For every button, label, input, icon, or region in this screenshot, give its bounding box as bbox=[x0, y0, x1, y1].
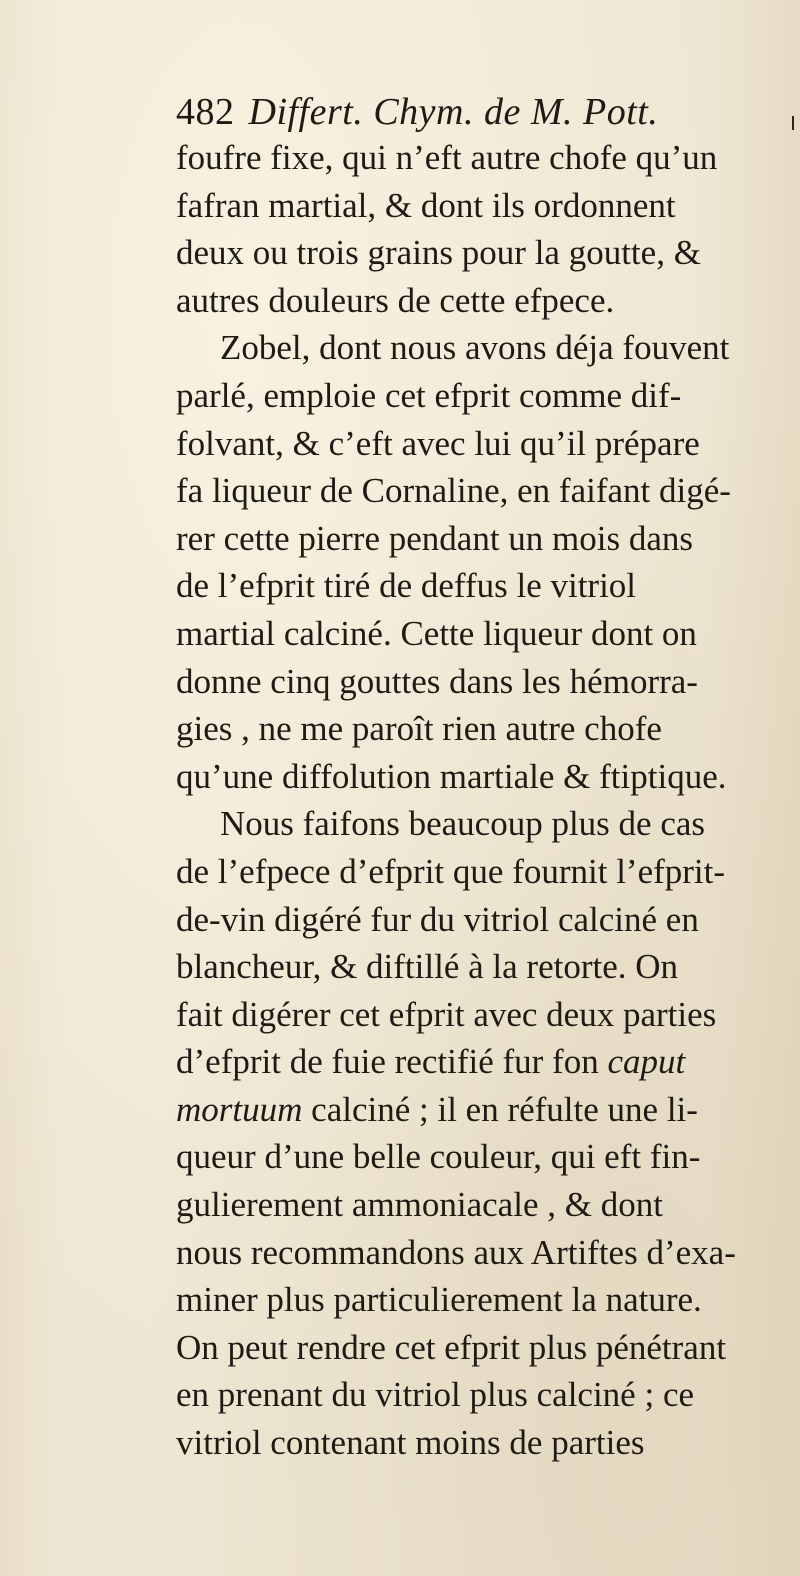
text-segment: d’efprit de fuie rectifié fur fon bbox=[176, 1042, 599, 1082]
text-line: On peut rendre cet efprit plus pénétrant bbox=[176, 1327, 727, 1367]
text-line: de-vin digéré fur du vitriol calciné en bbox=[176, 899, 699, 939]
margin-mark bbox=[792, 116, 794, 130]
text-line: miner plus particulierement la nature. bbox=[176, 1280, 702, 1320]
text-line: fa liqueur de Cornaline, en faifant digé- bbox=[176, 471, 731, 511]
text-line: fafran martial, & dont ils ordonnent bbox=[176, 185, 676, 225]
text-line: rer cette pierre pendant un mois dans bbox=[176, 518, 694, 558]
text-line: vitriol contenant moins de parties bbox=[176, 1423, 645, 1463]
text-line: martial calciné. Cette liqueur dont on bbox=[176, 613, 697, 653]
text-line: queur d’une belle couleur, qui eft fin- bbox=[176, 1137, 701, 1177]
italic-term: mortuum bbox=[176, 1089, 303, 1129]
text-line: gulierement ammoniacale , & dont bbox=[176, 1185, 663, 1225]
text-line: donne cinq gouttes dans les hémorra- bbox=[176, 661, 698, 701]
text-block bbox=[176, 90, 776, 1467]
running-head bbox=[176, 90, 776, 134]
text-line: de l’efpece d’efprit que fournit l’efprit- bbox=[176, 851, 726, 891]
text-line: folvant, & c’eft avec lui qu’il prépare bbox=[176, 423, 700, 463]
paragraph-first-line: Nous faifons beaucoup plus de cas bbox=[220, 804, 706, 844]
text-line: en prenant du vitriol plus calciné ; ce bbox=[176, 1375, 695, 1415]
text-line: deux ou trois grains pour la goutte, & bbox=[176, 233, 701, 273]
running-title: Differt. Chym. de M. Pott. bbox=[248, 91, 659, 133]
text-line: foufre fixe, qui n’eft autre chofe qu’un bbox=[176, 138, 718, 177]
text-line: fait digérer cet efprit avec deux parties bbox=[176, 994, 717, 1034]
text-line: autres douleurs de cette efpece. bbox=[176, 280, 615, 320]
text-line: blancheur, & diftillé à la retorte. On bbox=[176, 947, 679, 987]
text-line: qu’une diffolution martiale & ftiptique. bbox=[176, 756, 727, 796]
text-line: de l’efprit tiré de deffus le vitriol bbox=[176, 566, 637, 606]
text-line: parlé, emploie cet efprit comme dif- bbox=[176, 375, 682, 415]
page-number: 482 bbox=[176, 91, 235, 133]
paragraph-first-line: Zobel, dont nous avons déja fouvent bbox=[220, 328, 730, 368]
text-segment: calciné ; il en réfulte une li- bbox=[311, 1089, 698, 1129]
text-line: nous recommandons aux Artiftes d’exa- bbox=[176, 1232, 736, 1272]
text-line bbox=[176, 1038, 776, 1086]
text-line: gies , ne me paroît rien autre chofe bbox=[176, 709, 662, 749]
text-line bbox=[176, 1086, 776, 1134]
italic-term: caput bbox=[607, 1042, 686, 1082]
